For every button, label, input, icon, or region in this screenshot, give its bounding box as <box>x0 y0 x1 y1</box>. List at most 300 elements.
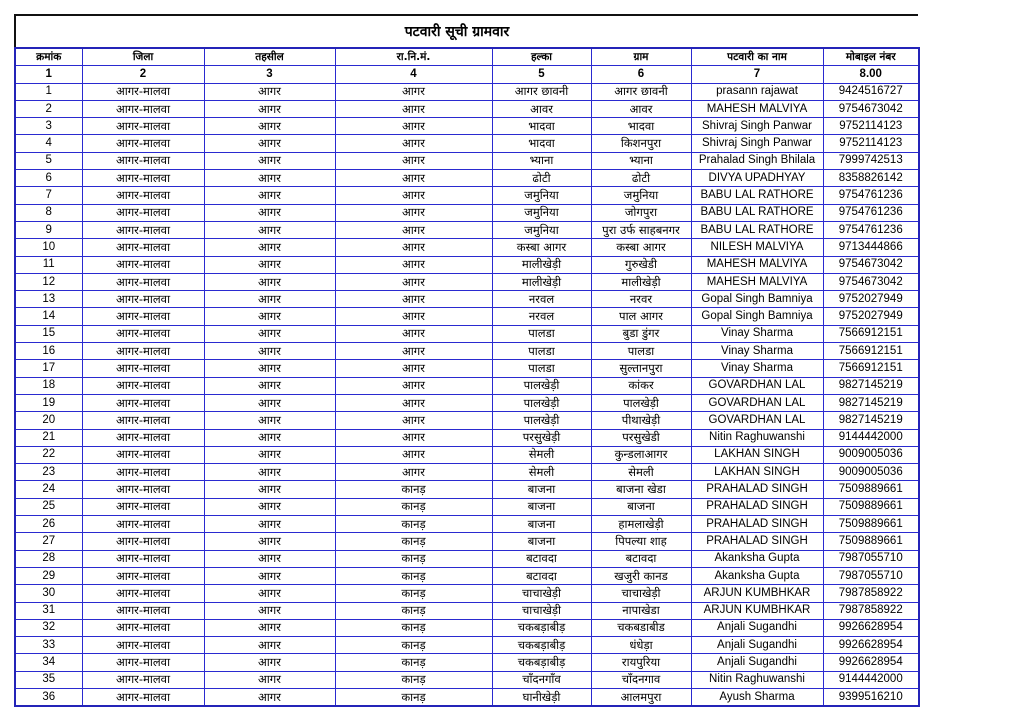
serial-cell: 4 <box>15 135 82 152</box>
tehsil-cell: आगर <box>204 343 335 360</box>
tehsil-cell: आगर <box>204 412 335 429</box>
serial-cell: 34 <box>15 654 82 671</box>
revenue-circle-cell: आगर <box>335 394 492 411</box>
tehsil-cell: आगर <box>204 619 335 636</box>
district-cell: आगर-मालवा <box>82 100 204 117</box>
table-row <box>15 446 919 463</box>
revenue-circle-cell: कानड़ <box>335 602 492 619</box>
serial-cell: 30 <box>15 585 82 602</box>
mobile-cell: 9926628954 <box>823 637 919 654</box>
header-district: जिला <box>82 48 204 66</box>
halka-cell: ढोटी <box>492 170 591 187</box>
mobile-cell: 9713444866 <box>823 239 919 256</box>
serial-cell: 18 <box>15 377 82 394</box>
village-cell: कांकर <box>591 377 691 394</box>
serial-cell: 11 <box>15 256 82 273</box>
district-cell: आगर-मालवा <box>82 204 204 221</box>
revenue-circle-cell: आगर <box>335 446 492 463</box>
tehsil-cell: आगर <box>204 291 335 308</box>
header-tehsil: तहसील <box>204 48 335 66</box>
tehsil-cell: आगर <box>204 170 335 187</box>
district-cell: आगर-मालवा <box>82 567 204 584</box>
village-cell: सेमली <box>591 464 691 481</box>
table-row <box>15 273 919 290</box>
district-cell: आगर-मालवा <box>82 602 204 619</box>
village-cell: कस्बा आगर <box>591 239 691 256</box>
revenue-circle-cell: कानड़ <box>335 619 492 636</box>
serial-cell: 20 <box>15 412 82 429</box>
column-number: 7 <box>691 66 823 83</box>
halka-cell: पालखेड़ी <box>492 394 591 411</box>
halka-cell: सेमली <box>492 446 591 463</box>
halka-cell: पालडा <box>492 360 591 377</box>
revenue-circle-cell: कानड़ <box>335 533 492 550</box>
halka-cell: चाँदनगाँव <box>492 671 591 688</box>
tehsil-cell: आगर <box>204 360 335 377</box>
patwari-name-cell: Akanksha Gupta <box>691 567 823 584</box>
patwari-name-cell: BABU LAL RATHORE <box>691 204 823 221</box>
column-number: 1 <box>15 66 82 83</box>
serial-cell: 36 <box>15 688 82 706</box>
district-cell: आगर-मालवा <box>82 550 204 567</box>
tehsil-cell: आगर <box>204 239 335 256</box>
serial-cell: 32 <box>15 619 82 636</box>
serial-cell: 1 <box>15 83 82 100</box>
table-row <box>15 152 919 169</box>
mobile-cell: 9752027949 <box>823 308 919 325</box>
header-serial: क्रमांक <box>15 48 82 66</box>
serial-cell: 7 <box>15 187 82 204</box>
column-number: 2 <box>82 66 204 83</box>
patwari-name-cell: Nitin Raghuwanshi <box>691 671 823 688</box>
district-cell: आगर-मालवा <box>82 221 204 238</box>
patwari-name-cell: ARJUN KUMBHKAR <box>691 602 823 619</box>
district-cell: आगर-मालवा <box>82 343 204 360</box>
table-row <box>15 654 919 671</box>
village-cell: रायपुरिया <box>591 654 691 671</box>
village-cell: खजुरी कानड <box>591 567 691 584</box>
tehsil-cell: आगर <box>204 585 335 602</box>
mobile-cell: 9752027949 <box>823 291 919 308</box>
village-cell: ढोटी <box>591 170 691 187</box>
mobile-cell: 9009005036 <box>823 464 919 481</box>
tehsil-cell: आगर <box>204 671 335 688</box>
tehsil-cell: आगर <box>204 325 335 342</box>
patwari-name-cell: PRAHALAD SINGH <box>691 533 823 550</box>
village-cell: पालडा <box>591 343 691 360</box>
tehsil-cell: आगर <box>204 654 335 671</box>
serial-cell: 14 <box>15 308 82 325</box>
district-cell: आगर-मालवा <box>82 360 204 377</box>
mobile-cell: 7566912151 <box>823 325 919 342</box>
revenue-circle-cell: आगर <box>335 170 492 187</box>
mobile-cell: 9144442000 <box>823 429 919 446</box>
mobile-cell: 7509889661 <box>823 516 919 533</box>
revenue-circle-cell: कानड़ <box>335 585 492 602</box>
patwari-name-cell: DIVYA UPADHYAY <box>691 170 823 187</box>
revenue-circle-cell: कानड़ <box>335 671 492 688</box>
tehsil-cell: आगर <box>204 135 335 152</box>
revenue-circle-cell: कानड़ <box>335 567 492 584</box>
district-cell: आगर-मालवा <box>82 291 204 308</box>
halka-cell: नरवल <box>492 308 591 325</box>
column-number: 8.00 <box>823 66 919 83</box>
revenue-circle-cell: कानड़ <box>335 637 492 654</box>
revenue-circle-cell: आगर <box>335 100 492 117</box>
table-row <box>15 533 919 550</box>
revenue-circle-cell: कानड़ <box>335 481 492 498</box>
village-cell: चाचाखेड़ी <box>591 585 691 602</box>
halka-cell: चकबड़ाबीड़ <box>492 654 591 671</box>
mobile-cell: 9827145219 <box>823 394 919 411</box>
serial-cell: 22 <box>15 446 82 463</box>
patwari-name-cell: Vinay Sharma <box>691 360 823 377</box>
patwari-name-cell: Anjali Sugandhi <box>691 619 823 636</box>
tehsil-cell: आगर <box>204 83 335 100</box>
district-cell: आगर-मालवा <box>82 637 204 654</box>
tehsil-cell: आगर <box>204 516 335 533</box>
halka-cell: चाचाखेड़ी <box>492 602 591 619</box>
village-cell: आलमपुरा <box>591 688 691 706</box>
header-row <box>15 48 919 66</box>
mobile-cell: 9754673042 <box>823 100 919 117</box>
mobile-cell: 9754761236 <box>823 221 919 238</box>
document-title: पटवारी सूची ग्रामवार <box>404 24 510 40</box>
table-row <box>15 204 919 221</box>
table-row <box>15 170 919 187</box>
village-cell: किशनपुरा <box>591 135 691 152</box>
halka-cell: चाचाखेड़ी <box>492 585 591 602</box>
mobile-cell: 9424516727 <box>823 83 919 100</box>
village-cell: बुडा डुंगर <box>591 325 691 342</box>
halka-cell: नरवल <box>492 291 591 308</box>
patwari-name-cell: MAHESH MALVIYA <box>691 100 823 117</box>
patwari-name-cell: Nitin Raghuwanshi <box>691 429 823 446</box>
patwari-name-cell: ARJUN KUMBHKAR <box>691 585 823 602</box>
patwari-name-cell: BABU LAL RATHORE <box>691 221 823 238</box>
serial-cell: 29 <box>15 567 82 584</box>
tehsil-cell: आगर <box>204 567 335 584</box>
table-row <box>15 135 919 152</box>
village-cell: पुरा उर्फ साहबनगर <box>591 221 691 238</box>
serial-cell: 6 <box>15 170 82 187</box>
district-cell: आगर-मालवा <box>82 654 204 671</box>
serial-cell: 12 <box>15 273 82 290</box>
halka-cell: बाजना <box>492 516 591 533</box>
patwari-name-cell: PRAHALAD SINGH <box>691 516 823 533</box>
district-cell: आगर-मालवा <box>82 83 204 100</box>
table-row <box>15 377 919 394</box>
table-row <box>15 343 919 360</box>
halka-cell: बाजना <box>492 498 591 515</box>
serial-cell: 9 <box>15 221 82 238</box>
patwari-name-cell: Shivraj Singh Panwar <box>691 135 823 152</box>
district-cell: आगर-मालवा <box>82 516 204 533</box>
village-cell: जोगपुरा <box>591 204 691 221</box>
district-cell: आगर-मालवा <box>82 498 204 515</box>
column-number: 5 <box>492 66 591 83</box>
tehsil-cell: आगर <box>204 637 335 654</box>
mobile-cell: 7987858922 <box>823 585 919 602</box>
district-cell: आगर-मालवा <box>82 688 204 706</box>
tehsil-cell: आगर <box>204 602 335 619</box>
column-number: 3 <box>204 66 335 83</box>
mobile-cell: 9752114123 <box>823 135 919 152</box>
mobile-cell: 9926628954 <box>823 619 919 636</box>
tehsil-cell: आगर <box>204 204 335 221</box>
halka-cell: पालडा <box>492 325 591 342</box>
table-row <box>15 118 919 135</box>
tehsil-cell: आगर <box>204 446 335 463</box>
revenue-circle-cell: कानड़ <box>335 498 492 515</box>
halka-cell: बाजना <box>492 533 591 550</box>
serial-cell: 26 <box>15 516 82 533</box>
patwari-name-cell: Gopal Singh Bamniya <box>691 308 823 325</box>
patwari-name-cell: Anjali Sugandhi <box>691 654 823 671</box>
halka-cell: बाजना <box>492 481 591 498</box>
mobile-cell: 7987858922 <box>823 602 919 619</box>
mobile-cell: 7566912151 <box>823 343 919 360</box>
revenue-circle-cell: आगर <box>335 325 492 342</box>
patwari-name-cell: GOVARDHAN LAL <box>691 377 823 394</box>
halka-cell: पालखेड़ी <box>492 377 591 394</box>
village-cell: मालीखेड़ी <box>591 273 691 290</box>
mobile-cell: 7987055710 <box>823 550 919 567</box>
village-cell: चकबडाबीड <box>591 619 691 636</box>
serial-cell: 13 <box>15 291 82 308</box>
halka-cell: बटावदा <box>492 567 591 584</box>
patwari-name-cell: Shivraj Singh Panwar <box>691 118 823 135</box>
document-title-box <box>14 14 918 47</box>
table-row <box>15 567 919 584</box>
halka-cell: आगर छावनी <box>492 83 591 100</box>
village-cell: सुल्तानपुरा <box>591 360 691 377</box>
revenue-circle-cell: आगर <box>335 429 492 446</box>
table-row <box>15 516 919 533</box>
serial-cell: 8 <box>15 204 82 221</box>
village-cell: पाल आगर <box>591 308 691 325</box>
tehsil-cell: आगर <box>204 498 335 515</box>
halka-cell: भादवा <box>492 135 591 152</box>
halka-cell: बटावदा <box>492 550 591 567</box>
mobile-cell: 9827145219 <box>823 377 919 394</box>
table-row <box>15 429 919 446</box>
halka-cell: सेमली <box>492 464 591 481</box>
patwari-name-cell: Vinay Sharma <box>691 343 823 360</box>
patwari-name-cell: LAKHAN SINGH <box>691 446 823 463</box>
tehsil-cell: आगर <box>204 152 335 169</box>
serial-cell: 23 <box>15 464 82 481</box>
village-cell: हामलाखेड़ी <box>591 516 691 533</box>
table-row <box>15 481 919 498</box>
tehsil-cell: आगर <box>204 464 335 481</box>
district-cell: आगर-मालवा <box>82 118 204 135</box>
mobile-cell: 9754761236 <box>823 187 919 204</box>
revenue-circle-cell: आगर <box>335 291 492 308</box>
patwari-name-cell: PRAHALAD SINGH <box>691 481 823 498</box>
halka-cell: भादवा <box>492 118 591 135</box>
serial-cell: 33 <box>15 637 82 654</box>
table-row <box>15 585 919 602</box>
table-row <box>15 498 919 515</box>
serial-cell: 5 <box>15 152 82 169</box>
halka-cell: कस्बा आगर <box>492 239 591 256</box>
mobile-cell: 8358826142 <box>823 170 919 187</box>
column-number: 6 <box>591 66 691 83</box>
district-cell: आगर-मालवा <box>82 377 204 394</box>
tehsil-cell: आगर <box>204 550 335 567</box>
district-cell: आगर-मालवा <box>82 412 204 429</box>
tehsil-cell: आगर <box>204 256 335 273</box>
table-row <box>15 291 919 308</box>
tehsil-cell: आगर <box>204 308 335 325</box>
table-row <box>15 637 919 654</box>
halka-cell: घानीखेड़ी <box>492 688 591 706</box>
halka-cell: भ्याना <box>492 152 591 169</box>
serial-cell: 19 <box>15 394 82 411</box>
district-cell: आगर-मालवा <box>82 325 204 342</box>
district-cell: आगर-मालवा <box>82 585 204 602</box>
district-cell: आगर-मालवा <box>82 481 204 498</box>
patwari-name-cell: Ayush Sharma <box>691 688 823 706</box>
halka-cell: चकबड़ाबीड़ <box>492 619 591 636</box>
revenue-circle-cell: आगर <box>335 360 492 377</box>
village-cell: बाजना खेडा <box>591 481 691 498</box>
serial-cell: 3 <box>15 118 82 135</box>
revenue-circle-cell: कानड़ <box>335 550 492 567</box>
village-cell: आगर छावनी <box>591 83 691 100</box>
tehsil-cell: आगर <box>204 118 335 135</box>
halka-cell: जमुनिया <box>492 221 591 238</box>
mobile-cell: 7509889661 <box>823 481 919 498</box>
tehsil-cell: आगर <box>204 533 335 550</box>
tehsil-cell: आगर <box>204 429 335 446</box>
tehsil-cell: आगर <box>204 221 335 238</box>
patwari-name-cell: Anjali Sugandhi <box>691 637 823 654</box>
serial-cell: 2 <box>15 100 82 117</box>
village-cell: परसुखेडी <box>591 429 691 446</box>
revenue-circle-cell: आगर <box>335 204 492 221</box>
district-cell: आगर-मालवा <box>82 152 204 169</box>
table-row <box>15 619 919 636</box>
district-cell: आगर-मालवा <box>82 394 204 411</box>
serial-cell: 10 <box>15 239 82 256</box>
header-patwari-name: पटवारी का नाम <box>691 48 823 66</box>
table-row <box>15 239 919 256</box>
mobile-cell: 9754673042 <box>823 256 919 273</box>
village-cell: धंधेड़ा <box>591 637 691 654</box>
revenue-circle-cell: आगर <box>335 256 492 273</box>
village-cell: बटावदा <box>591 550 691 567</box>
halka-cell: पालखेड़ी <box>492 412 591 429</box>
revenue-circle-cell: आगर <box>335 152 492 169</box>
revenue-circle-cell: कानड़ <box>335 516 492 533</box>
village-cell: भादवा <box>591 118 691 135</box>
mobile-cell: 7566912151 <box>823 360 919 377</box>
mobile-cell: 7509889661 <box>823 533 919 550</box>
serial-cell: 27 <box>15 533 82 550</box>
header-revenue-circle: रा.नि.मं. <box>335 48 492 66</box>
patwari-name-cell: PRAHALAD SINGH <box>691 498 823 515</box>
mobile-cell: 9754761236 <box>823 204 919 221</box>
district-cell: आगर-मालवा <box>82 135 204 152</box>
revenue-circle-cell: आगर <box>335 187 492 204</box>
revenue-circle-cell: आगर <box>335 377 492 394</box>
halka-cell: मालीखेड़ी <box>492 273 591 290</box>
revenue-circle-cell: आगर <box>335 135 492 152</box>
mobile-cell: 9752114123 <box>823 118 919 135</box>
header-village: ग्राम <box>591 48 691 66</box>
district-cell: आगर-मालवा <box>82 533 204 550</box>
halka-cell: परसुखेड़ी <box>492 429 591 446</box>
revenue-circle-cell: आगर <box>335 343 492 360</box>
header-mobile: मोबाइल नंबर <box>823 48 919 66</box>
village-cell: पीथाखेड़ी <box>591 412 691 429</box>
revenue-circle-cell: आगर <box>335 464 492 481</box>
table-row <box>15 221 919 238</box>
serial-cell: 31 <box>15 602 82 619</box>
revenue-circle-cell: आगर <box>335 308 492 325</box>
serial-cell: 17 <box>15 360 82 377</box>
table-row <box>15 100 919 117</box>
village-cell: कुन्डलाआगर <box>591 446 691 463</box>
mobile-cell: 7509889661 <box>823 498 919 515</box>
serial-cell: 21 <box>15 429 82 446</box>
tehsil-cell: आगर <box>204 481 335 498</box>
table-row <box>15 602 919 619</box>
halka-cell: जमुनिया <box>492 204 591 221</box>
patwari-name-cell: Vinay Sharma <box>691 325 823 342</box>
tehsil-cell: आगर <box>204 273 335 290</box>
district-cell: आगर-मालवा <box>82 273 204 290</box>
patwari-name-cell: GOVARDHAN LAL <box>691 412 823 429</box>
village-cell: पिपल्या शाह <box>591 533 691 550</box>
tehsil-cell: आगर <box>204 187 335 204</box>
village-cell: गुरुखेडी <box>591 256 691 273</box>
table-row <box>15 688 919 706</box>
table-row <box>15 412 919 429</box>
halka-cell: चकबड़ाबीड़ <box>492 637 591 654</box>
patwari-name-cell: MAHESH MALVIYA <box>691 273 823 290</box>
village-cell: नरवर <box>591 291 691 308</box>
district-cell: आगर-मालवा <box>82 671 204 688</box>
revenue-circle-cell: आगर <box>335 118 492 135</box>
revenue-circle-cell: आगर <box>335 239 492 256</box>
serial-cell: 35 <box>15 671 82 688</box>
village-cell: चाँदनगाव <box>591 671 691 688</box>
mobile-cell: 9009005036 <box>823 446 919 463</box>
district-cell: आगर-मालवा <box>82 187 204 204</box>
patwari-list-table <box>14 47 920 707</box>
serial-cell: 25 <box>15 498 82 515</box>
tehsil-cell: आगर <box>204 100 335 117</box>
district-cell: आगर-मालवा <box>82 464 204 481</box>
table-row <box>15 671 919 688</box>
patwari-name-cell: prasann rajawat <box>691 83 823 100</box>
halka-cell: मालीखेड़ी <box>492 256 591 273</box>
table-row <box>15 325 919 342</box>
district-cell: आगर-मालवा <box>82 619 204 636</box>
table-row <box>15 256 919 273</box>
village-cell: पालखेड़ी <box>591 394 691 411</box>
table-body <box>15 83 919 706</box>
revenue-circle-cell: आगर <box>335 221 492 238</box>
tehsil-cell: आगर <box>204 377 335 394</box>
tehsil-cell: आगर <box>204 394 335 411</box>
village-cell: आवर <box>591 100 691 117</box>
halka-cell: जमुनिया <box>492 187 591 204</box>
table-row <box>15 187 919 204</box>
